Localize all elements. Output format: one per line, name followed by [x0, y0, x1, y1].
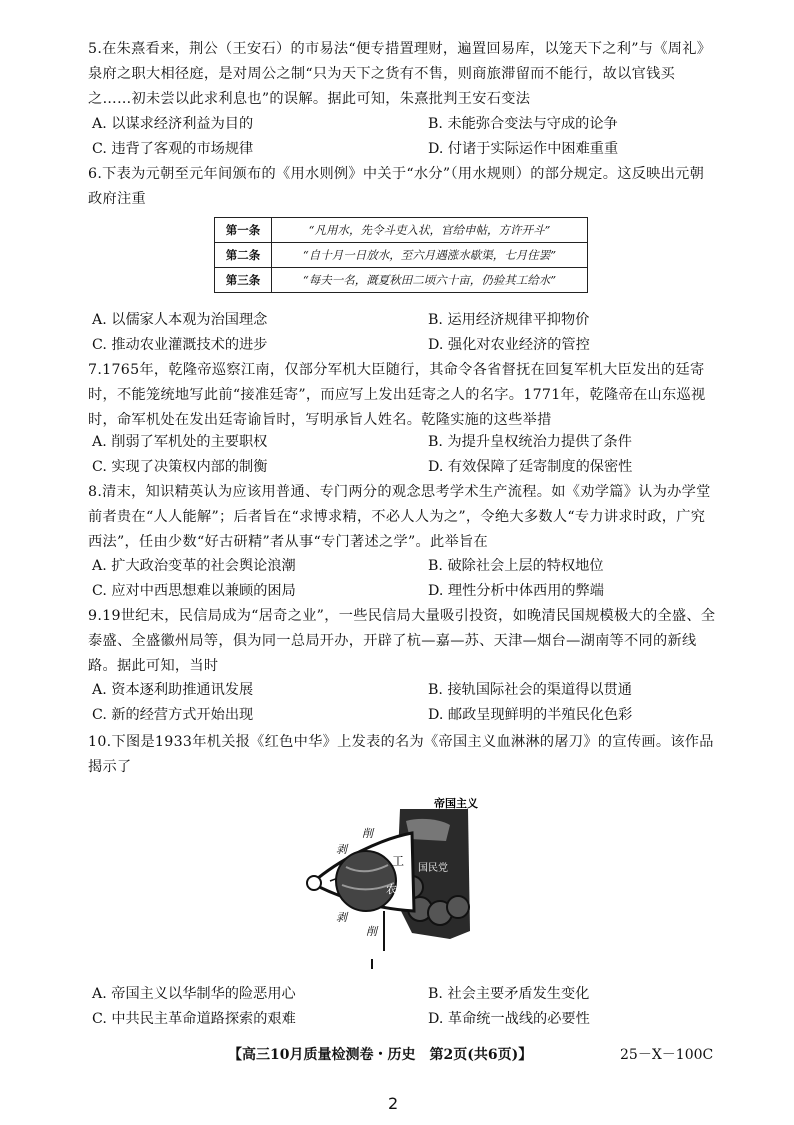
question-10: [88, 730, 716, 780]
option-b: B. 运用经济规律平抑物价: [428, 312, 590, 328]
option-c: C. 实现了决策权内部的制衡: [92, 459, 268, 475]
table-row: [215, 243, 588, 268]
question-7-stem: 7.1765年，乾隆帝巡察江南，仅部分军机大臣随行，其命令各省督抚在回复军机大臣发出的廷寄时，不能笼统地写此前“接准廷寄”，而应写上发出廷寄之人的名字。1771年，乾隆帝在山东巡视时，命军机处在发出廷寄谕旨时，写明承旨人姓名。乾隆实施的这些举措: [88, 362, 706, 428]
question-10-stem: 10.下图是1933年机关报《红色中华》上发表的名为《帝国主义血淋淋的屠刀》的宣传画。该作品揭示了: [88, 734, 714, 775]
rule-key: 第二条: [215, 243, 272, 268]
option-a: A. 以谋求经济利益为目的: [92, 116, 254, 132]
poster-label-exploit-1a: 剥: [336, 843, 347, 856]
exam-code: 25－X－100C: [620, 1047, 714, 1063]
question-9-options: [92, 678, 712, 728]
poster-label-exploit-2a: 剥: [336, 911, 347, 924]
poster-label-peasants: 农: [386, 883, 397, 896]
question-10-options: [92, 982, 712, 1032]
table-row: [215, 268, 588, 293]
option-b: B. 破除社会上层的特权地位: [428, 558, 604, 574]
option-b: B. 为提升皇权统治力提供了条件: [428, 434, 632, 450]
question-7: [88, 358, 716, 433]
option-a: A. 资本逐利助推通讯发展: [92, 682, 254, 698]
poster-label-kmt: 国民党: [418, 863, 448, 874]
option-d: D. 邮政呈现鲜明的半殖民化色彩: [428, 707, 633, 723]
rule-key: 第三条: [215, 268, 272, 293]
option-d: D. 付诸于实际运作中困难重重: [428, 141, 619, 157]
question-5-options: [92, 112, 712, 162]
option-b: B. 接轨国际社会的渠道得以贯通: [428, 682, 632, 698]
question-8-options: [92, 554, 712, 604]
option-a: A. 以儒家人本观为治国理念: [92, 312, 268, 328]
option-c: C. 新的经营方式开始出现: [92, 707, 254, 723]
table-row: [215, 218, 588, 243]
option-c: C. 中共民主革命道路探索的艰难: [92, 1011, 296, 1027]
rule-value: “凡用水，先令斗吏入状，官给申帖，方许开斗”: [272, 218, 588, 243]
question-8: [88, 480, 716, 555]
question-8-stem: 8.清末，知识精英认为应该用普通、专门两分的观念思考学术生产流程。如《劝学篇》认为办学堂前者贵在“人人能解”；后者旨在“求博求精，不必人人为之”，令绝大多数人“专力讲求时政，广究西法”，任由少数“好古研精”者从事“专门著述之学”。此举旨在: [88, 484, 711, 550]
option-d: D. 有效保障了廷寄制度的保密性: [428, 459, 633, 475]
poster-label-exploit-1b: 削: [362, 827, 373, 840]
option-d: D. 强化对农业经济的管控: [428, 337, 590, 353]
rule-key: 第一条: [215, 218, 272, 243]
option-a: A. 削弱了军机处的主要职权: [92, 434, 268, 450]
option-c: C. 推动农业灌溉技术的进步: [92, 337, 268, 353]
poster-label-workers: 工: [392, 854, 405, 868]
water-rules-table: [214, 217, 588, 293]
option-d: D. 理性分析中体西用的弊端: [428, 583, 604, 599]
rule-value: “每夫一名，溉夏秋田二顷六十亩，仍验其工给水”: [272, 268, 588, 293]
option-a: A. 扩大政治变革的社会舆论浪潮: [92, 558, 296, 574]
option-c: C. 违背了客观的市场规律: [92, 141, 254, 157]
option-c: C. 应对中西思想难以兼顾的困局: [92, 583, 296, 599]
rule-value: “自十月一日放水，至六月遇涨水歇渠，七月住罢”: [272, 243, 588, 268]
question-5: [88, 37, 716, 112]
propaganda-poster-image: [300, 781, 500, 971]
question-9: [88, 604, 716, 679]
poster-label-exploit-2b: 削: [366, 925, 377, 938]
option-d: D. 革命统一战线的必要性: [428, 1011, 590, 1027]
option-a: A. 帝国主义以华制华的险恶用心: [92, 986, 296, 1002]
page-footer-title: 【高三10月质量检测卷・历史 第2页(共6页)】: [228, 1047, 533, 1063]
question-6-stem: 6.下表为元朝至元年间颁布的《用水则例》中关于“水分”（用水规则）的部分规定。这反映出元朝政府注重: [88, 166, 705, 207]
option-b: B. 社会主要矛盾发生变化: [428, 986, 590, 1002]
option-b: B. 未能弥合变法与守成的论争: [428, 116, 618, 132]
question-9-stem: 9.19世纪末，民信局成为“居奇之业”，一些民信局大量吸引投资，如晚清民国规模极大的全盛、全泰盛、全盛徽州局等，俱为同一总局开办，开辟了杭—嘉—苏、天津—烟台—湖南等不同的新线路。据此可知，当时: [88, 608, 716, 674]
page-number: 2: [388, 1094, 399, 1113]
question-6: [88, 162, 716, 212]
question-5-stem: 5.在朱熹看来，荆公（王安石）的市易法“便专措置理财，遍置回易库，以笼天下之利”与《周礼》泉府之职大相径庭，是对周公之制“只为天下之货有不售，则商旅滞留而不能行，故以官钱买之……初未尝以此求利息也”的误解。据此可知，朱熹批判王安石变法: [88, 41, 712, 107]
question-6-options: [92, 308, 712, 358]
poster-label-imperialism: 帝国主义: [434, 797, 478, 810]
question-7-options: [92, 430, 712, 480]
